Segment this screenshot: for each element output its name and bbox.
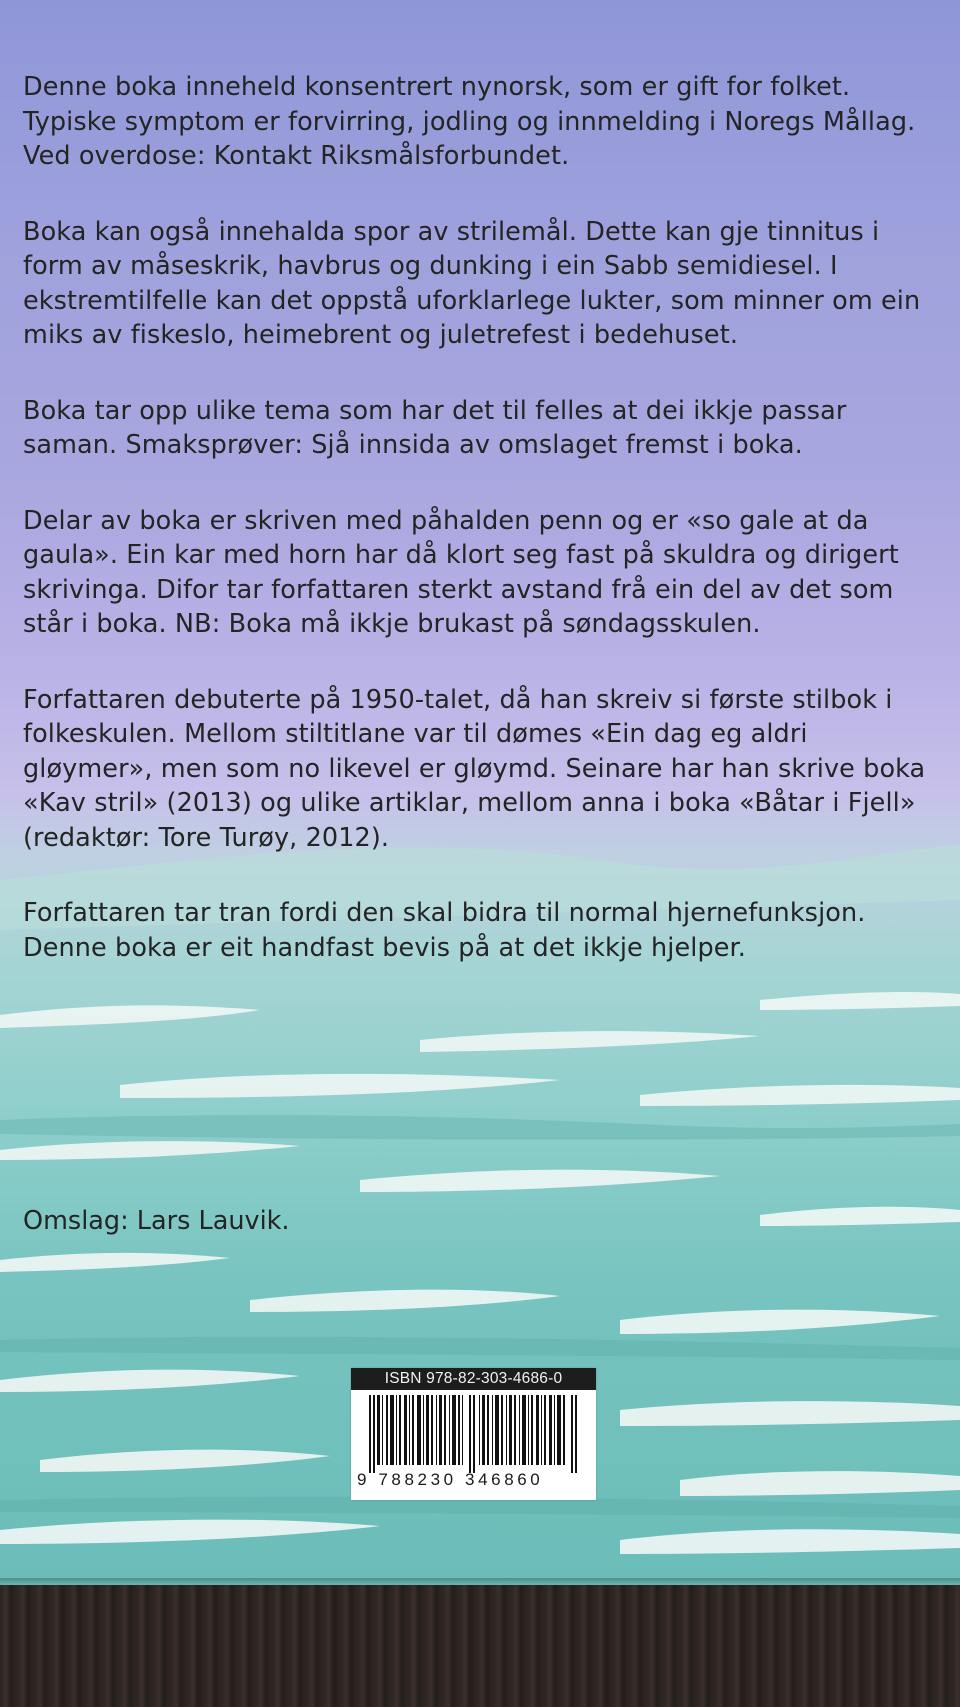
blurb-paragraph-6: Forfattaren tar tran fordi den skal bidra til normal hjernefunksjon. Denne boka er eit handfast bevis på at det ikkje hjelper.: [23, 898, 866, 963]
isbn-barcode-block: [351, 1368, 596, 1500]
blurb-text: [23, 70, 943, 1006]
barcode-bars: [365, 1395, 585, 1473]
blurb-paragraph-3: Boka tar opp ulike tema som har det til felles at dei ikkje passar saman. Smaksprøver: Sjå innsida av omslaget fremst i boka.: [23, 395, 847, 460]
barcode-digits: 9 788230 346860: [357, 1470, 544, 1489]
blurb-paragraph-2: Boka kan også innehalda spor av strilemål. Dette kan gje tinnitus i form av måseskrik, havbrus og dunking i ein Sabb semidiesel. I ekstremtilfelle kan det oppstå uforklarlege lukter, som minner om ein miks av fiskeslo, heimebrent og juletrefest i bedehuset.: [23, 216, 921, 350]
blurb-paragraph-5: Forfattaren debuterte på 1950-talet, då han skreiv si første stilbok i folkeskulen. Mellom stiltitlane var til dømes «Ein dag eg aldri gløymer», men som no likevel er gløymd. Seinare har han skrive boka «Kav stril» (2013) og ulike artiklar, mellom anna i boka «Båtar i Fjell» (redaktør: Tore Turøy, 2012).: [23, 684, 926, 853]
isbn-label: ISBN 978-82-303-4686-0: [351, 1368, 596, 1390]
cover-credit: Omslag: Lars Lauvik.: [23, 1206, 290, 1236]
table-surface: [0, 1580, 960, 1707]
cover-edge-shadow: [0, 1578, 960, 1586]
blurb-paragraph-1: Denne boka inneheld konsentrert nynorsk, som er gift for folket. Typiske symptom er forvirring, jodling og innmelding i Noregs Mållag. Ved overdose: Kontakt Riksmålsforbundet.: [23, 72, 916, 171]
blurb-paragraph-4: Delar av boka er skriven med påhalden penn og er «so gale at da gaula». Ein kar med horn har då klort seg fast på skuldra og dirigert skrivinga. Difor tar forfattaren sterkt avstand frå ein del av det som står i boka. NB: Boka må ikkje brukast på søndagsskulen.: [23, 505, 899, 639]
